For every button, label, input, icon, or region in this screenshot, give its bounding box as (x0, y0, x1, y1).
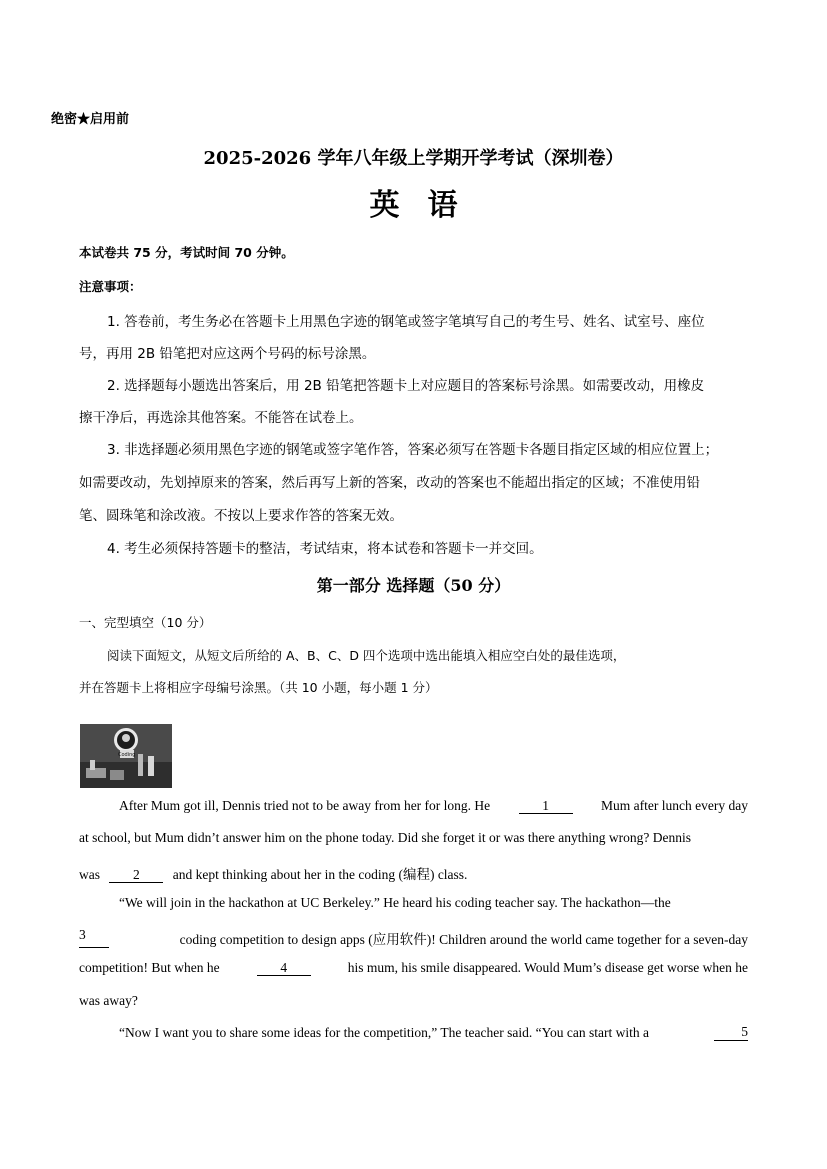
blank-2: 2 (109, 868, 163, 883)
section-title: 一、完型填空（10 分） (79, 615, 212, 630)
note-line: 4. 考生必须保持答题卡的整洁，考试结束，将本试卷和答题卡一并交回。 (107, 541, 543, 557)
note-line: 2. 选择题每小题选出答案后，用 2B 铅笔把答题卡上对应题目的答案标号涂黑。如需要改动，用橡皮 (107, 378, 705, 394)
passage-line (79, 960, 748, 976)
passage-text: his mum, his smile disappeared. Would Mum’s disease get worse when he (347, 960, 748, 975)
blank-3: 3 (79, 928, 109, 948)
passage-line (119, 1025, 748, 1041)
passage-text: coding competition to design apps (应用软件)! Children around the world came together for a seven-day (179, 932, 748, 947)
note-line: 擦干净后，再选涂其他答案。不能答在试卷上。 (79, 410, 363, 426)
instruction-line: 阅读下面短文，从短文后所给的 A、B、C、D 四个选项中选出能填入相应空白处的最佳选项， (107, 648, 626, 663)
passage-text: and kept thinking about her in the coding (编程) class. (172, 867, 468, 882)
passage-text: After Mum got ill, Dennis tried not to be away from her for long. He (119, 798, 491, 813)
note-line: 3. 非选择题必须用黑色字迹的钢笔或签字笔作答，答案必须写在答题卡各题目指定区域的相应位置上； (107, 442, 719, 458)
part1-title: 第一部分 选择题（50 分） (316, 576, 511, 595)
note-line: 1. 答卷前，考生务必在答题卡上用黑色字迹的钢笔或签字笔填写自己的考生号、姓名、试室号、座位 (107, 314, 705, 330)
notes-heading: 注意事项： (79, 279, 142, 294)
note-line: 笔、圆珠笔和涂改液。不按以上要求作答的答案无效。 (79, 508, 403, 524)
classroom-photo (80, 724, 172, 788)
note-line: 如需要改动，先划掉原来的答案，然后再写上新的答案，改动的答案也不能超出指定的区域；不准使用铅 (79, 475, 700, 491)
blank-1: 1 (519, 799, 573, 814)
passage-line (119, 798, 748, 814)
passage-line (79, 863, 467, 883)
passage-text: “Now I want you to share some ideas for the competition,” The teacher said. “You can start with a (119, 1025, 649, 1040)
confidential-mark: 绝密★启用前 (51, 112, 130, 127)
exam-title: 2025-2026 学年八年级上学期开学考试（深圳卷） (203, 148, 624, 169)
note-line: 号，再用 2B 铅笔把对应这两个号码的标号涂黑。 (79, 346, 376, 362)
passage-line: was away? (79, 993, 138, 1008)
passage-line: at school, but Mum didn’t answer him on the phone today. Did she forget it or was there anything wrong? Dennis (79, 830, 692, 845)
blank-5: 5 (714, 1025, 748, 1041)
exam-info: 本试卷共 75 分，考试时间 70 分钟。 (79, 245, 294, 260)
instruction-line: 并在答题卡上将相应字母编号涂黑。（共 10 小题，每小题 1 分） (79, 680, 438, 695)
photo-sign-text: Coding (118, 752, 136, 758)
subject-title: 英语 (369, 188, 486, 223)
passage-text: was (79, 867, 100, 882)
blank-4: 4 (257, 961, 311, 976)
passage-line: “We will join in the hackathon at UC Berkeley.” He heard his coding teacher say. The hackathon—the (119, 895, 671, 910)
passage-text: competition! But when he (79, 960, 220, 975)
passage-line (79, 928, 748, 948)
passage-text: Mum after lunch every day (601, 798, 748, 813)
